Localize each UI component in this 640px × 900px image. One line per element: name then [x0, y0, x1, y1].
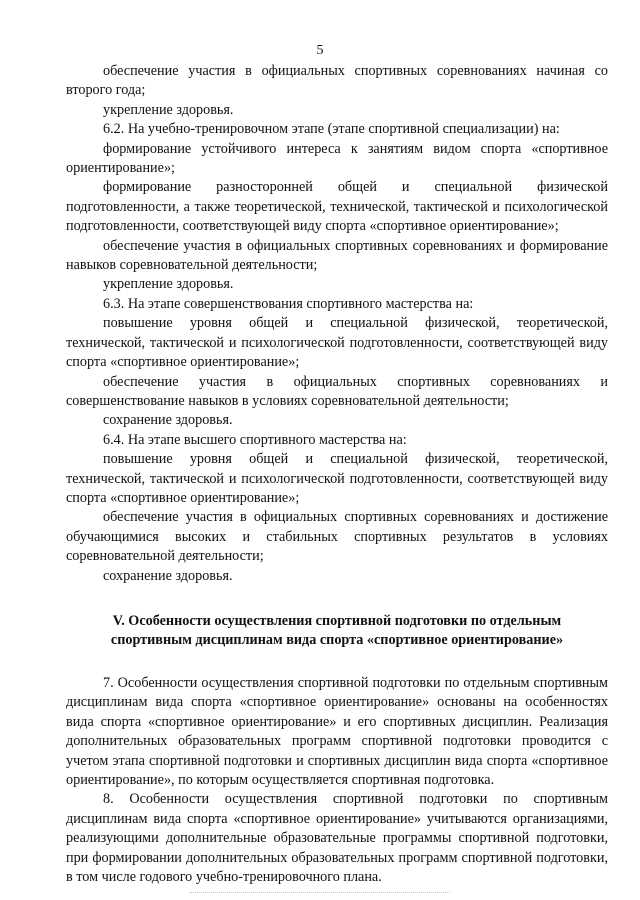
page-number: 5: [316, 43, 324, 58]
paragraph: 6.2. На учебно-тренировочном этапе (этапе спортивной специализации) на:: [103, 121, 560, 138]
paragraph: сохранение здоровья.: [103, 567, 233, 584]
paragraph: 6.3. На этапе совершенствования спортивного мастерства на:: [103, 295, 474, 312]
paragraph: обеспечение участия в официальных спортивных соревнованиях и достижение обучающимися высоких и стабильных спортивных результатов в условиях соревновательной деятельности;: [66, 509, 608, 565]
paragraph: укрепление здоровья.: [103, 276, 234, 293]
section-title: V. Особенности осуществления спортивной подготовки по отдельным спортивным дисциплинам вида спорта «спортивное ориентирование»: [110, 612, 564, 648]
scan-edge-mark: [190, 892, 450, 894]
paragraph: 7. Особенности осуществления спортивной подготовки по отдельным спортивным дисциплинам вида спорта «спортивное ориентирование» основаны на особенностях вида спорта «спортивное ориентирование» и его спортивных дисциплин. Реализация дополнительных образовательных программ спортивной подготовки проводится с учетом этапа спортивной подготовки и спортивных дисциплин вида спорта «спортивное ориентирование», по которым осуществляется спортивная подготовка.: [66, 674, 608, 788]
paragraph: обеспечение участия в официальных спортивных соревнованиях начиная со второго года;: [66, 63, 608, 99]
paragraph: сохранение здоровья.: [103, 412, 233, 429]
paragraph: укрепление здоровья.: [103, 101, 234, 118]
paragraph: обеспечение участия в официальных спортивных соревнованиях и совершенствование навыков в условиях соревновательной деятельности;: [66, 373, 608, 409]
paragraph: 8. Особенности осуществления спортивной подготовки по спортивным дисциплинам вида спорта «спортивное ориентирование» учитываются организациями, реализующими дополнительные образовательные программы спортивной подготовки, при формировании дополнительных образовательных программ спортивной подготовки, в том числе годового учебно-тренировочного плана.: [66, 791, 608, 886]
paragraph: обеспечение участия в официальных спортивных соревнованиях и формирование навыков соревновательной деятельности;: [66, 237, 608, 274]
paragraph: повышение уровня общей и специальной физической, теоретической, технической, тактической и психологической подготовленности, соответствующей виду спорта «спортивное ориентирование»;: [66, 451, 608, 506]
paragraph: формирование устойчивого интереса к занятиям видом спорта «спортивное ориентирование»;: [66, 140, 608, 177]
paragraph: 6.4. На этапе высшего спортивного мастерства на:: [103, 431, 407, 448]
document-body: [66, 62, 608, 887]
paragraph: повышение уровня общей и специальной физической, теоретической, технической, тактической и психологической подготовленности, соответствующей виду спорта «спортивное ориентирование»;: [66, 315, 608, 371]
paragraph: формирование разносторонней общей и специальной физической подготовленности, а также теоретической, технической, тактической и психологической подготовленности, соответствующей виду спорта «спортивное ориентирование»;: [66, 179, 608, 235]
